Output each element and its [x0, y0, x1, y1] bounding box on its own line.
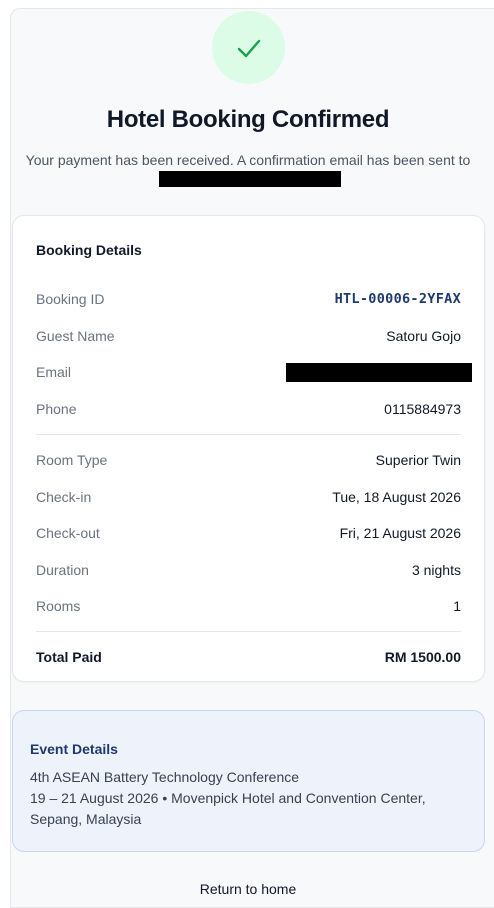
booking-id-label: Booking ID	[36, 291, 105, 307]
divider	[36, 434, 461, 435]
confirmation-message-text: Your payment has been received. A confirmation email has been sent to	[25, 152, 471, 168]
guest-name-row	[36, 326, 461, 346]
rooms-value: 1	[453, 598, 461, 614]
guest-name-value: Satoru Gojo	[386, 328, 461, 344]
phone-label: Phone	[36, 401, 77, 417]
return-home-link[interactable]: Return to home	[199, 881, 297, 897]
phone-row	[36, 399, 461, 419]
event-details-card	[12, 710, 485, 852]
check-in-value: Tue, 18 August 2026	[332, 489, 461, 505]
room-type-value: Superior Twin	[375, 452, 461, 468]
page-title: Hotel Booking Confirmed	[106, 106, 390, 133]
check-in-label: Check-in	[36, 489, 92, 505]
check-in-row	[36, 487, 461, 507]
event-details-text	[30, 767, 470, 830]
duration-row	[36, 560, 461, 580]
check-out-label: Check-out	[36, 525, 100, 541]
check-icon	[212, 11, 285, 84]
success-badge	[212, 11, 285, 84]
room-type-label: Room Type	[36, 452, 108, 468]
check-out-row	[36, 523, 461, 543]
duration-value: 3 nights	[411, 562, 461, 578]
phone-value: 0115884973	[384, 401, 461, 417]
booking-details-card	[12, 215, 485, 682]
event-details-title: Event Details	[30, 741, 118, 757]
event-info: 19 – 21 August 2026 • Movenpick Hotel and Convention Center, Sepang, Malaysia	[30, 790, 426, 827]
check-out-value: Fri, 21 August 2026	[339, 525, 461, 541]
email-label: Email	[36, 364, 72, 380]
redacted-email	[159, 171, 341, 187]
event-name: 4th ASEAN Battery Technology Conference	[30, 769, 300, 785]
divider	[36, 631, 461, 632]
total-paid-label: Total Paid	[36, 649, 102, 665]
booking-id-value: HTL-00006-2YFAX	[334, 291, 461, 307]
rooms-label: Rooms	[36, 598, 81, 614]
duration-label: Duration	[36, 562, 89, 578]
booking-details-title: Booking Details	[36, 242, 142, 258]
total-paid-value: RM 1500.00	[384, 649, 461, 665]
redacted-email-value	[286, 363, 472, 382]
booking-id-row	[36, 289, 461, 309]
total-paid-row	[36, 647, 461, 667]
confirmation-message	[0, 150, 494, 190]
room-type-row	[36, 450, 461, 470]
guest-name-label: Guest Name	[36, 328, 115, 344]
email-row	[36, 362, 461, 382]
rooms-row	[36, 596, 461, 616]
